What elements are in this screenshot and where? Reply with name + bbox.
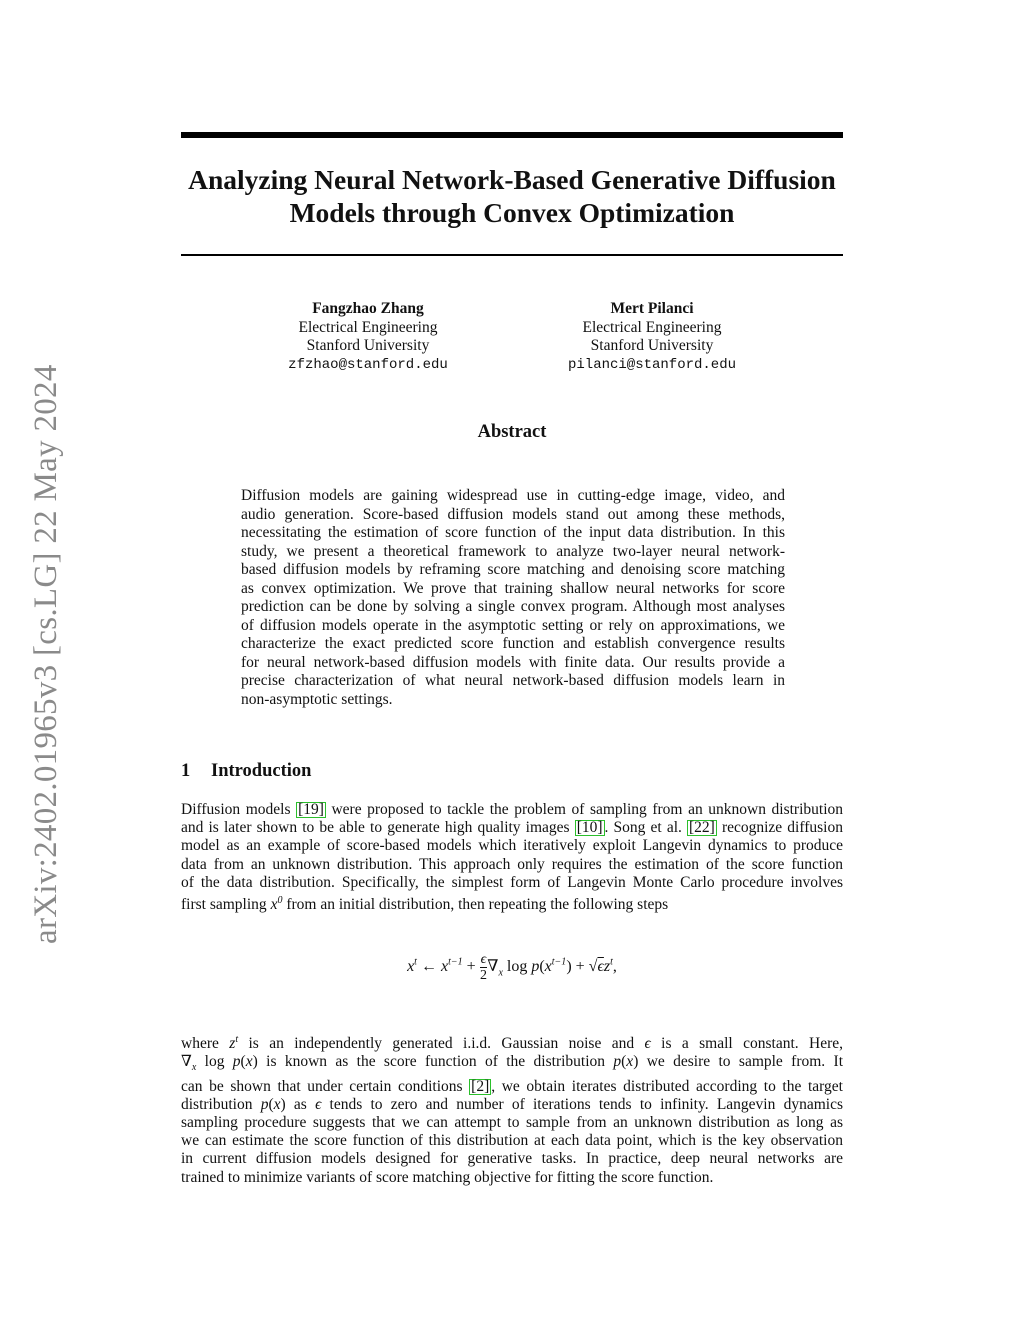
author-block-2 (522, 300, 782, 374)
citation-link[interactable]: [10] (576, 819, 603, 837)
paragraph-line: $\nabla_x$ log p(x) is known as the score function of the distribution p(x) we desire to sample from. It (181, 1053, 843, 1074)
paragraph-line: and is later shown to be able to generate high quality images [10] . Song et al. [22] recognize diffusion (181, 819, 843, 837)
author-department: Electrical Engineering (582, 318, 722, 336)
section-heading (181, 761, 311, 782)
paragraph-line: distribution p(x) as ϵ tends to zero and number of iterations tends to infinity. Langevin dynamics (181, 1095, 843, 1113)
fraction: $\frac{\epsilon}{2}$ (479, 952, 487, 983)
author-affiliation: Stanford University (590, 337, 714, 354)
section-title: Introduction (211, 761, 312, 781)
paragraph-line: in current diffusion models designed for generative tasks. In practice, deep neural networks are (181, 1150, 843, 1168)
abstract-line: audio generation. Score-based diffusion models stand out among these methods, (241, 505, 785, 523)
paragraph-line: sampling procedure suggests that we can attempt to sample from an unknown distribution as long as (181, 1114, 843, 1132)
paragraph-line: Diffusion models [19] were proposed to tackle the problem of sampling from an unknown distribution (181, 801, 844, 818)
author-block-1 (238, 300, 498, 374)
paragraph-line: first sampling $x^0$ from an initial distribution, then repeating the following steps (181, 895, 669, 914)
abstract-line: as convex optimization. We prove that training shallow neural networks for score (241, 579, 785, 597)
abstract-line: of diffusion models operate in the asymptotic setting or rely on approximations, we (241, 616, 785, 634)
paragraph-line: can be shown that under certain conditions [2] , we obtain iterates distributed according to the target (181, 1077, 843, 1095)
paragraph-line: of the data distribution. Specifically, the simplest form of Langevin Monte Carlo procedure involves (181, 873, 843, 891)
paragraph-line: data from an unknown distribution. This approach only requires the estimation of the score function (181, 855, 843, 873)
title-line: Analyzing Neural Network-Based Generative Diffusion (188, 164, 836, 195)
arxiv-side-identifier: arXiv:2402.01965v3 [cs.LG] 22 May 2024 (28, 364, 64, 944)
intro-paragraph-2 (181, 1031, 843, 1187)
citation-link[interactable]: [22] (689, 819, 715, 837)
section-number: 1 (181, 761, 191, 781)
abstract-line: precise characterization of what neural network-based diffusion models learn in (241, 672, 785, 689)
author-department: Electrical Engineering (298, 318, 438, 336)
paragraph-line: where $z^t$ is an independently generated i.i.d. Gaussian noise and ϵ is a small constant. Here, (181, 1034, 843, 1053)
author-affiliation: Stanford University (306, 337, 430, 354)
author-name: Mert Pilanci (610, 300, 694, 317)
paper-title (160, 163, 864, 229)
citation-link[interactable]: [2] (471, 1077, 490, 1095)
abstract-line: Diffusion models are gaining widespread use in cutting-edge image, video, and (241, 487, 785, 504)
abstract-line: characterize the exact predicted score function and establish convergence results (241, 635, 785, 652)
paragraph-line: we can estimate the score function of this distribution at each data point, which is the key observation (181, 1132, 843, 1150)
abstract-line: necessitating the estimation of score function of the input data distribution. In this (241, 524, 785, 541)
abstract-line: study, we present a theoretical framework to analyze two-layer neural network- (241, 542, 785, 560)
math-inline: $x^0$ (270, 895, 283, 914)
title-line: Models through Convex Optimization (289, 197, 735, 228)
abstract-body (241, 487, 785, 709)
abstract-line: based diffusion models by reframing score matching and denoising score matching (241, 561, 785, 578)
abstract-line: for neural network-based diffusion models with finite data. Our results provide a (241, 653, 785, 671)
title-top-rule (181, 132, 843, 138)
paragraph-line: trained to minimize variants of score matching objective for fitting the score function. (181, 1168, 714, 1186)
langevin-update-equation: $x^t$ ← $x^{t-1}$ + $\frac{\epsilon}{2}$ $\nabla_x$ $\log p(x^{t-1}) + √\epsilon z^t$, (407, 952, 617, 983)
author-email[interactable]: pilanci@stanford.edu (567, 356, 737, 373)
abstract-line: prediction can be done by solving a single convex program. Although most analyses (241, 598, 785, 615)
intro-paragraph-1 (181, 801, 843, 914)
abstract-heading: Abstract (477, 422, 547, 442)
citation-link[interactable]: [19] (298, 801, 324, 818)
title-bottom-rule (181, 254, 843, 256)
abstract-line: non-asymptotic settings. (241, 690, 393, 708)
paragraph-line: model as an example of score-based models which iteratively exploit Langevin dynamics to produce (181, 837, 843, 855)
author-email[interactable]: zfzhao@stanford.edu (288, 356, 448, 373)
author-name: Fangzhao Zhang (312, 300, 424, 317)
